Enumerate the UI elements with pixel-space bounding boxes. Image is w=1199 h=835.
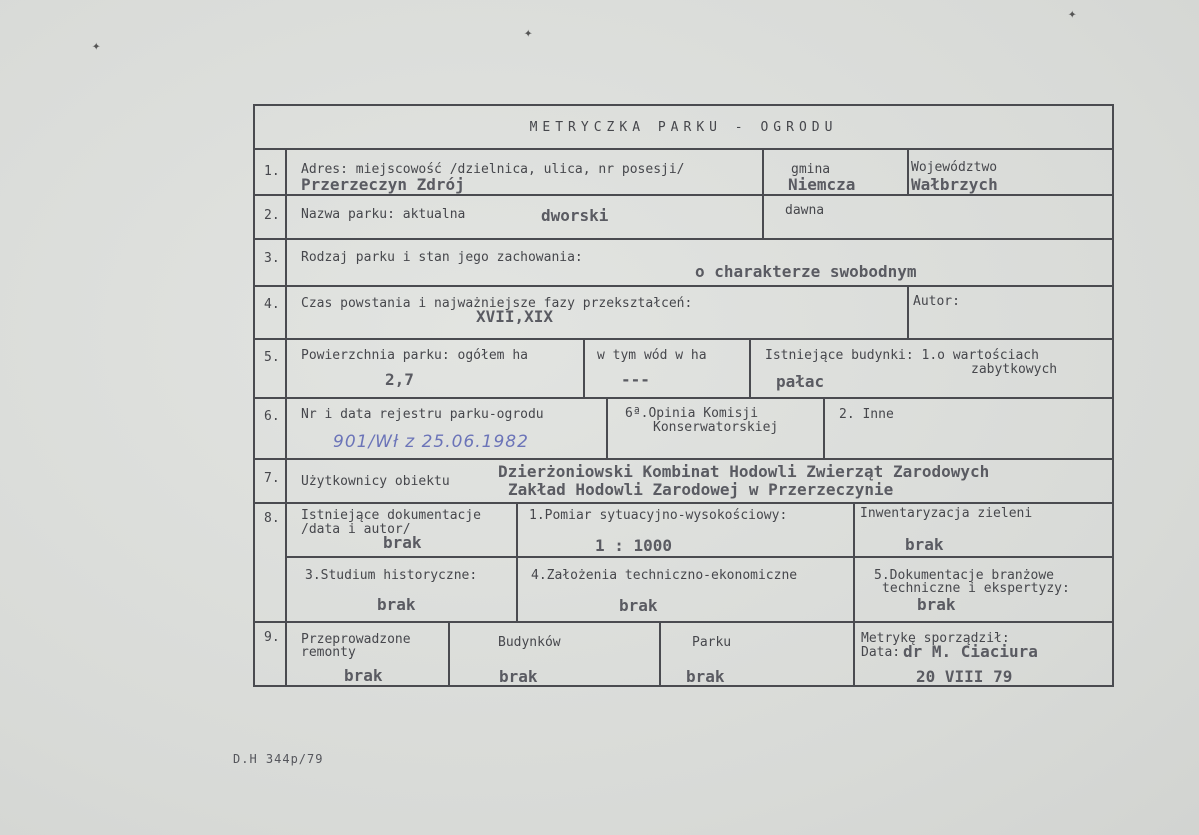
- water-area-label: w tym wód w ha: [597, 348, 707, 363]
- date-value: 20 VIII 79: [916, 667, 1013, 686]
- col-divider: [853, 502, 855, 621]
- renovations-label: Przeprowadzone: [301, 632, 411, 647]
- branch-docs-value: brak: [917, 595, 956, 614]
- creation-time-value: XVII,XIX: [476, 307, 554, 326]
- pin-hole-mark: ✦: [1068, 6, 1077, 22]
- col-divider: [853, 621, 855, 687]
- row-divider: [255, 397, 1112, 399]
- documentation-label-cont: /data i autor/: [301, 522, 411, 537]
- row-divider: [255, 148, 1112, 150]
- row-number: 1.: [264, 164, 280, 179]
- col-divider: [749, 338, 751, 397]
- renovations-label-cont: remonty: [301, 645, 356, 660]
- row-divider: [285, 556, 1114, 558]
- inventory-value: brak: [905, 535, 944, 554]
- water-area-value: ---: [621, 370, 650, 389]
- col-divider: [907, 285, 909, 338]
- date-label: Data:: [861, 645, 901, 660]
- prepared-by-value: dr M. Ciaciura: [903, 642, 1038, 661]
- park-name-value: dworski: [541, 206, 609, 225]
- row-number: 5.: [264, 350, 280, 365]
- form-title: METRYCZKA PARKU - OGRODU: [529, 120, 838, 135]
- renovations-value: brak: [344, 666, 383, 685]
- historical-study-label: 3.Studium historyczne:: [305, 568, 478, 583]
- row-number: 4.: [264, 297, 280, 312]
- row-divider: [255, 338, 1112, 340]
- survey-value: 1 : 1000: [595, 536, 673, 555]
- row-number: 6.: [264, 409, 280, 424]
- address-value: Przerzeczyn Zdrój: [301, 175, 465, 194]
- former-name-label: dawna: [785, 203, 825, 218]
- row-divider: [255, 238, 1112, 240]
- wojewodztwo-value: Wałbrzych: [911, 175, 998, 194]
- historical-study-value: brak: [377, 595, 416, 614]
- other-label: 2. Inne: [839, 407, 894, 422]
- users-value-line2: Zakład Hodowli Zarodowej w Przerzeczynie: [508, 480, 894, 499]
- col-divider: [516, 502, 518, 621]
- buildings-label-cont: zabytkowych: [971, 362, 1058, 377]
- buildings-renov-value: brak: [499, 667, 538, 686]
- row-number: 2.: [264, 208, 280, 223]
- row-divider: [255, 502, 1112, 504]
- col-divider: [583, 338, 585, 397]
- opinion-label: 6ª.Opinia Komisji: [625, 406, 759, 421]
- row-number: 9.: [264, 630, 280, 645]
- address-label: Adres: miejscowość /dzielnica, ulica, nr posesji/: [301, 162, 685, 177]
- gmina-label: gmina: [791, 162, 831, 177]
- area-value: 2,7: [385, 370, 414, 389]
- inventory-label: Inwentaryzacja zieleni: [860, 506, 1033, 521]
- documentation-value: brak: [383, 533, 422, 552]
- branch-docs-label: 5.Dokumentacje branżowe: [874, 568, 1055, 583]
- row-number: 3.: [264, 251, 280, 266]
- row-number: 8.: [264, 511, 280, 526]
- register-label: Nr i data rejestru parku-ogrodu: [301, 407, 544, 422]
- park-name-label: Nazwa parku: aktualna: [301, 207, 466, 222]
- gmina-value: Niemcza: [788, 175, 856, 194]
- assumptions-value: brak: [619, 596, 658, 615]
- wojewodztwo-label: Województwo: [911, 160, 998, 175]
- users-value-line1: Dzierżoniowski Kombinat Hodowli Zwierząt Zarodowych: [498, 462, 990, 481]
- park-renov-value: brak: [686, 667, 725, 686]
- col-divider: [285, 148, 287, 687]
- col-divider: [448, 621, 450, 687]
- assumptions-label: 4.Założenia techniczno-ekonomiczne: [531, 568, 798, 583]
- archive-reference: D.H 344p/79: [233, 752, 324, 766]
- opinion-label-cont: Konserwatorskiej: [653, 420, 779, 435]
- branch-docs-label-cont: techniczne i ekspertyzy:: [882, 581, 1070, 596]
- register-value: 901/Wł z 25.06.1982: [333, 432, 529, 452]
- buildings-value: pałac: [776, 372, 825, 391]
- area-label: Powierzchnia parku: ogółem ha: [301, 348, 528, 363]
- row-divider: [255, 458, 1112, 460]
- pin-hole-mark: ✦: [92, 38, 101, 54]
- row-number: 7.: [264, 471, 280, 486]
- park-type-label: Rodzaj parku i stan jego zachowania:: [301, 250, 583, 265]
- survey-label: 1.Pomiar sytuacyjno-wysokościowy:: [529, 508, 788, 523]
- buildings-renov-label: Budynków: [498, 635, 561, 650]
- author-label: Autor:: [913, 294, 960, 309]
- pin-hole-mark: ✦: [524, 25, 533, 41]
- park-renov-label: Parku: [692, 635, 732, 650]
- col-divider: [907, 148, 909, 194]
- row-divider: [255, 194, 1112, 196]
- park-record-form: [253, 104, 1114, 687]
- row-divider: [255, 621, 1112, 623]
- park-type-value: o charakterze swobodnym: [695, 262, 917, 281]
- documentation-label: Istniejące dokumentacje: [301, 508, 482, 523]
- creation-time-label: Czas powstania i najważniejsze fazy przekształceń:: [301, 296, 693, 311]
- row-divider: [255, 285, 1112, 287]
- col-divider: [823, 397, 825, 458]
- buildings-label: Istniejące budynki: 1.o wartościach: [765, 348, 1039, 363]
- col-divider: [606, 397, 608, 458]
- col-divider: [762, 148, 764, 238]
- col-divider: [659, 621, 661, 687]
- users-label: Użytkownicy obiektu: [301, 474, 450, 489]
- prepared-by-label: Metrykę sporządził:: [861, 631, 1010, 646]
